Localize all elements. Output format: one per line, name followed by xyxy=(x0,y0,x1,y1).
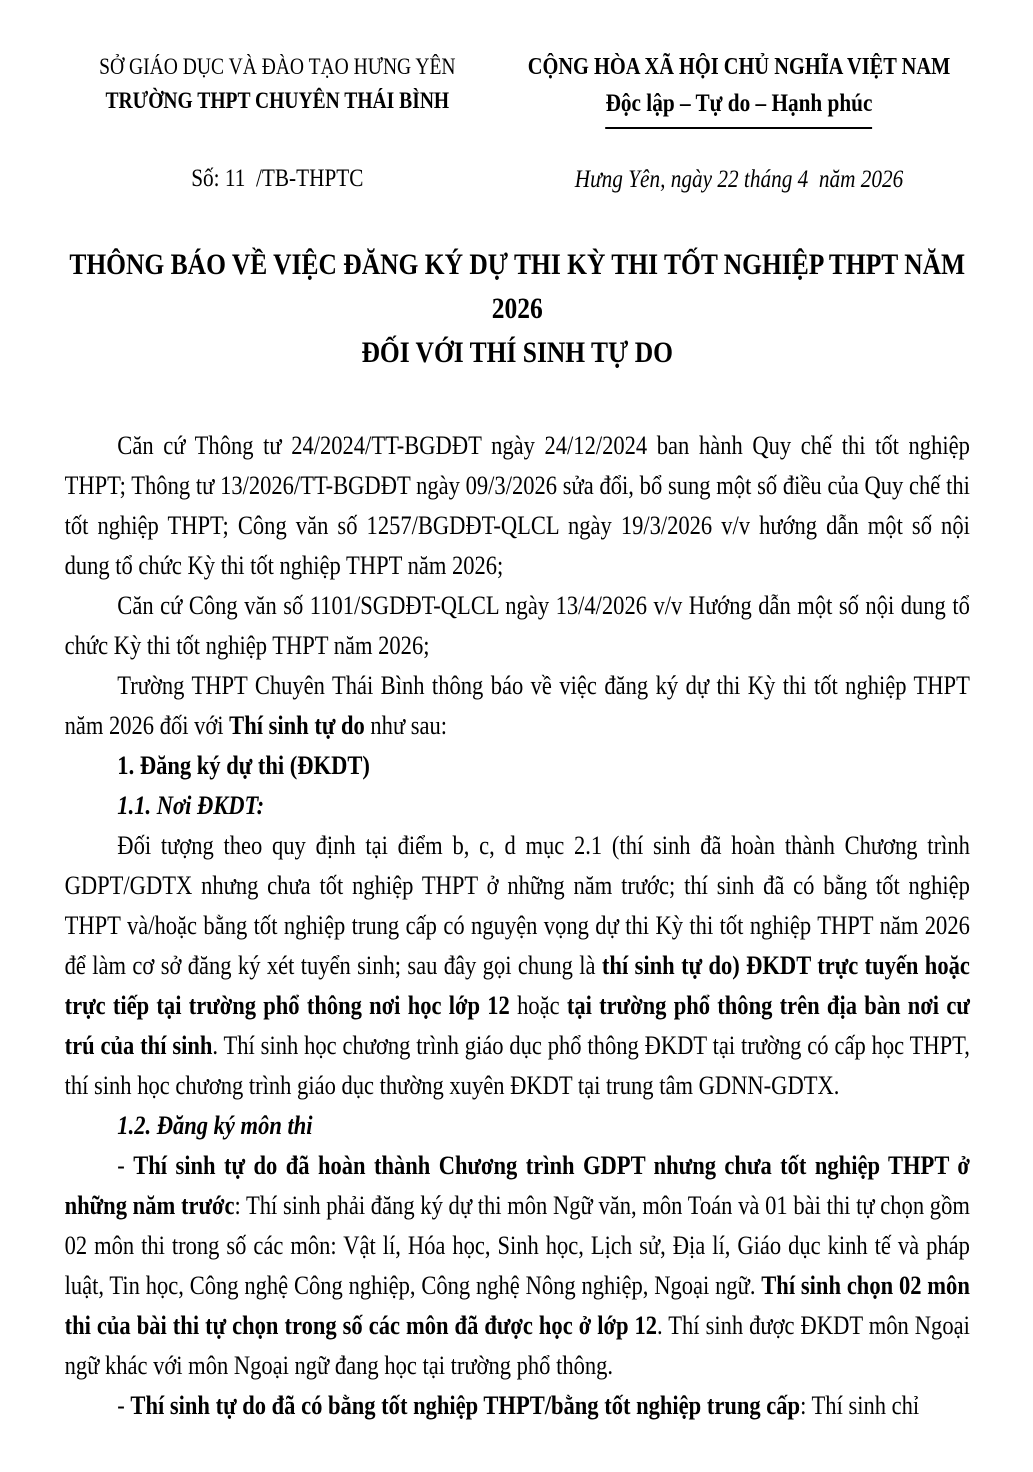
text-run: tại trường phổ thông trên địa bàn nơi cư trú của thí sinh xyxy=(64,990,970,1060)
text-run: Căn cứ Công văn số 1101/SGDĐT-QLCL ngày 13/4/2026 v/v Hướng dẫn một số nội dung tổ chức Kỳ thi tốt nghiệp THPT năm 2026; xyxy=(64,590,970,660)
text-run: Căn cứ Thông tư 24/2024/TT-BGDĐT ngày 24/12/2024 ban hành Quy chế thi tốt nghiệp THPT; Thông tư 13/2026/TT-BGDĐT ngày 09/3/2026 sửa đổi, bổ sung một số điều của Quy chế thi tốt nghiệp THPT; Công văn số 1257/BGDĐT-QLCL ngày 19/3/2026 v/v hướng dẫn một số nội dung tổ chức Kỳ thi tốt nghiệp THPT năm 2026; xyxy=(64,430,970,580)
text-run: : Thí sinh chỉ xyxy=(800,1390,920,1420)
text-run: 1. Đăng ký dự thi (ĐKDT) xyxy=(117,750,370,780)
header-right-block xyxy=(508,50,970,197)
text-run: - xyxy=(117,1150,134,1180)
document-title-line-1: THÔNG BÁO VỀ VIỆC ĐĂNG KÝ DỰ THI KỲ THI TỐT NGHIỆP THPT NĂM 2026 xyxy=(69,248,966,325)
text-run: Đối tượng theo quy định tại điểm b, c, d mục 2.1 (thí sinh đã hoàn thành Chương trình GDPT/GDTX nhưng chưa tốt nghiệp THPT ở những năm trước; thí sinh đã có bằng tốt nghiệp THPT và/hoặc bằng tốt nghiệp trung cấp có nguyện vọng dự thi Kỳ thi tốt nghiệp THPT năm 2026 để làm cơ sở đăng ký xét tuyển sinh; sau đây gọi chung là xyxy=(64,830,970,980)
issuing-school: TRƯỜNG THPT CHUYÊN THÁI BÌNH xyxy=(105,88,450,113)
text-run: thí sinh tự do) ĐKDT trực tuyến hoặc trực tiếp tại trường phổ thông nơi học lớp 12 xyxy=(64,950,970,1020)
text-run: Thí sinh chọn 02 môn thi của bài thi tự chọn trong số các môn đã được học ở lớp 12 xyxy=(64,1270,970,1340)
text-run: . Thí sinh học chương trình giáo dục phổ thông ĐKDT tại trường có cấp học THPT, thí sinh học chương trình giáo dục thường xuyên ĐKDT tại trung tâm GDNN-GDTX. xyxy=(64,1030,970,1100)
place-date-line: Hưng Yên, ngày 22 tháng 4 năm 2026 xyxy=(574,166,904,193)
text-run: . Thí sinh được ĐKDT môn Ngoại ngữ khác với môn Ngoại ngữ đang học tại trường phổ thông. xyxy=(64,1310,970,1380)
text-run: - xyxy=(117,1390,131,1420)
national-header-line: CỘNG HÒA XÃ HỘI CHỦ NGHĨA VIỆT NAM xyxy=(527,54,951,80)
document-content xyxy=(0,50,1033,1425)
text-run: hoặc xyxy=(509,990,567,1020)
section-heading-1-1 xyxy=(65,785,970,825)
text-run: Thí sinh tự do xyxy=(229,710,365,740)
document-title xyxy=(65,243,970,375)
section-heading-1-2 xyxy=(65,1105,970,1145)
document-header xyxy=(65,50,970,197)
section-heading-1 xyxy=(65,745,970,785)
document-title-line-2: ĐỐI VỚI THÍ SINH TỰ DO xyxy=(361,336,673,369)
paragraph-dkdt-location xyxy=(65,825,970,1105)
text-run: như sau: xyxy=(364,710,448,740)
text-run: 1.1. Nơi ĐKDT: xyxy=(117,790,265,820)
paragraph-legal-basis-1 xyxy=(65,425,970,585)
header-left-block xyxy=(65,50,490,196)
text-run: Thí sinh tự do đã có bằng tốt nghiệp THPT/bằng tốt nghiệp trung cấp xyxy=(130,1390,801,1420)
text-run: 1.2. Đăng ký môn thi xyxy=(117,1110,313,1140)
paragraph-announcement xyxy=(65,665,970,745)
paragraph-subject-registration-1 xyxy=(65,1145,970,1385)
text-run: Thí sinh tự do đã hoàn thành Chương trình GDPT nhưng chưa tốt nghiệp THPT ở những năm trước xyxy=(64,1150,970,1220)
national-motto-wrap xyxy=(508,84,970,129)
national-motto: Độc lập – Tự do – Hạnh phúc xyxy=(606,84,873,129)
paragraph-legal-basis-2 xyxy=(65,585,970,665)
issuing-department: SỞ GIÁO DỤC VÀ ĐÀO TẠO HƯNG YÊN xyxy=(99,54,456,79)
text-run: : Thí sinh phải đăng ký dự thi môn Ngữ văn, môn Toán và 01 bài thi tự chọn gồm 02 môn thi trong số các môn: Vật lí, Hóa học, Sinh học, Lịch sử, Địa lí, Giáo dục kinh tế và pháp luật, Tin học, Công nghệ Công nghiệp, Công nghệ Nông nghiệp, Ngoại ngữ. xyxy=(64,1190,970,1300)
document-body xyxy=(65,425,970,1425)
document-number: Số: 11 /TB-THPTC xyxy=(191,165,364,192)
paragraph-subject-registration-2 xyxy=(65,1385,970,1425)
text-run: Trường THPT Chuyên Thái Bình thông báo về việc đăng ký dự thi Kỳ thi tốt nghiệp THPT năm 2026 đối với xyxy=(64,670,970,740)
